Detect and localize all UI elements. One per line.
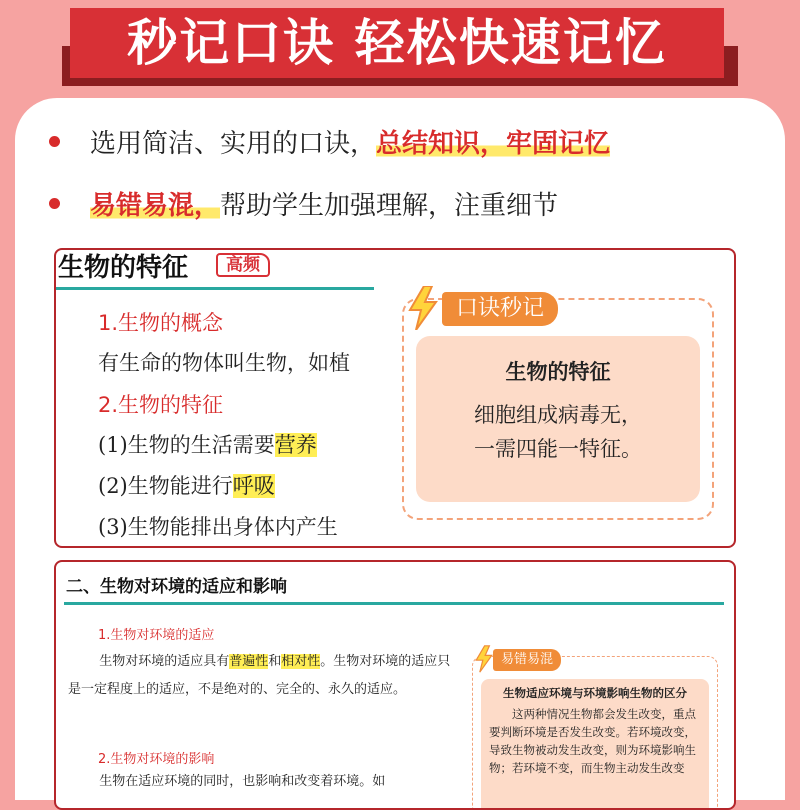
- paragraph-text: 和: [268, 654, 282, 669]
- feature-item-1: [98, 430, 317, 460]
- mnemonic-line-2: 一需四能一特征。: [474, 437, 642, 461]
- section-1-title: 生物的特征: [58, 253, 189, 283]
- lightning-icon: [475, 645, 493, 673]
- section-1-panel: [54, 248, 736, 548]
- bullet-dot-icon: [49, 198, 60, 209]
- concept-heading: 1.生物的概念: [98, 311, 224, 335]
- feature-item-text: (2)生物能进行: [98, 474, 233, 498]
- paragraph-highlight: 相对性: [281, 654, 321, 669]
- content-card: [15, 98, 785, 800]
- bullet-highlight: 易错易混，: [90, 191, 221, 221]
- feature-item-2: [98, 471, 275, 501]
- feature-item-highlight: 营养: [274, 433, 317, 457]
- section-2-panel: [54, 560, 736, 810]
- banner: [62, 8, 738, 74]
- bullet-item-2: [49, 182, 769, 230]
- influence-heading: 2.生物对环境的影响: [98, 752, 215, 767]
- confusion-heading: 生物适应环境与环境影响生物的区分: [503, 686, 687, 700]
- feature-item-3: (3)生物能排出身体内产生: [98, 515, 338, 539]
- confusion-box: [472, 652, 718, 810]
- title-underline: [56, 287, 374, 290]
- paragraph-text: 。生物对环境的适应只是一定程度上的适应，不是绝对的、完全的、永久的适应。: [68, 654, 451, 697]
- adaptation-heading: 1.生物对环境的适应: [98, 628, 215, 643]
- banner-title: 秒记口诀 轻松快速记忆: [70, 8, 724, 78]
- mnemonic-heading: 生物的特征: [505, 360, 611, 384]
- title-underline: [64, 602, 724, 605]
- paragraph-highlight: 普遍性: [229, 654, 269, 669]
- feature-heading: 2.生物的特征: [98, 393, 224, 417]
- concept-text: 有生命的物体叫生物，如植: [98, 351, 350, 375]
- mnemonic-content: [416, 336, 700, 502]
- confusion-label: 易错易混: [493, 649, 561, 671]
- paragraph-text: 生物对环境的适应具有: [99, 654, 230, 669]
- confusion-content: [481, 679, 709, 810]
- mnemonic-box: [402, 298, 714, 520]
- confusion-text: 这两种情况生物都会发生改变，重点要判断环境是否发生改变。若环境改变，导致生物被动发生改变，则为环境影响生物；若环境不变，而生物主动发生改变: [489, 707, 696, 775]
- adaptation-paragraph: [68, 648, 460, 704]
- influence-paragraph: 生物在适应环境的同时，也影响和改变着环境。如: [99, 774, 386, 789]
- frequency-tag: 高频: [216, 253, 270, 277]
- feature-item-highlight: 呼吸: [232, 474, 275, 498]
- lightning-icon: [408, 286, 438, 330]
- section-2-title: 二、生物对环境的适应和影响: [66, 577, 287, 597]
- bullet-text: 选用简洁、实用的口诀，: [90, 129, 377, 159]
- mnemonic-label: 口诀秒记: [442, 292, 558, 326]
- feature-item-text: (1)生物的生活需要: [98, 433, 275, 457]
- mnemonic-line-1: 细胞组成病毒无，: [474, 403, 642, 427]
- bullet-highlight: 总结知识，牢固记忆: [376, 129, 611, 159]
- bullet-text: 帮助学生加强理解，注重细节: [220, 191, 559, 221]
- bullet-item-1: [49, 120, 769, 168]
- bullet-dot-icon: [49, 136, 60, 147]
